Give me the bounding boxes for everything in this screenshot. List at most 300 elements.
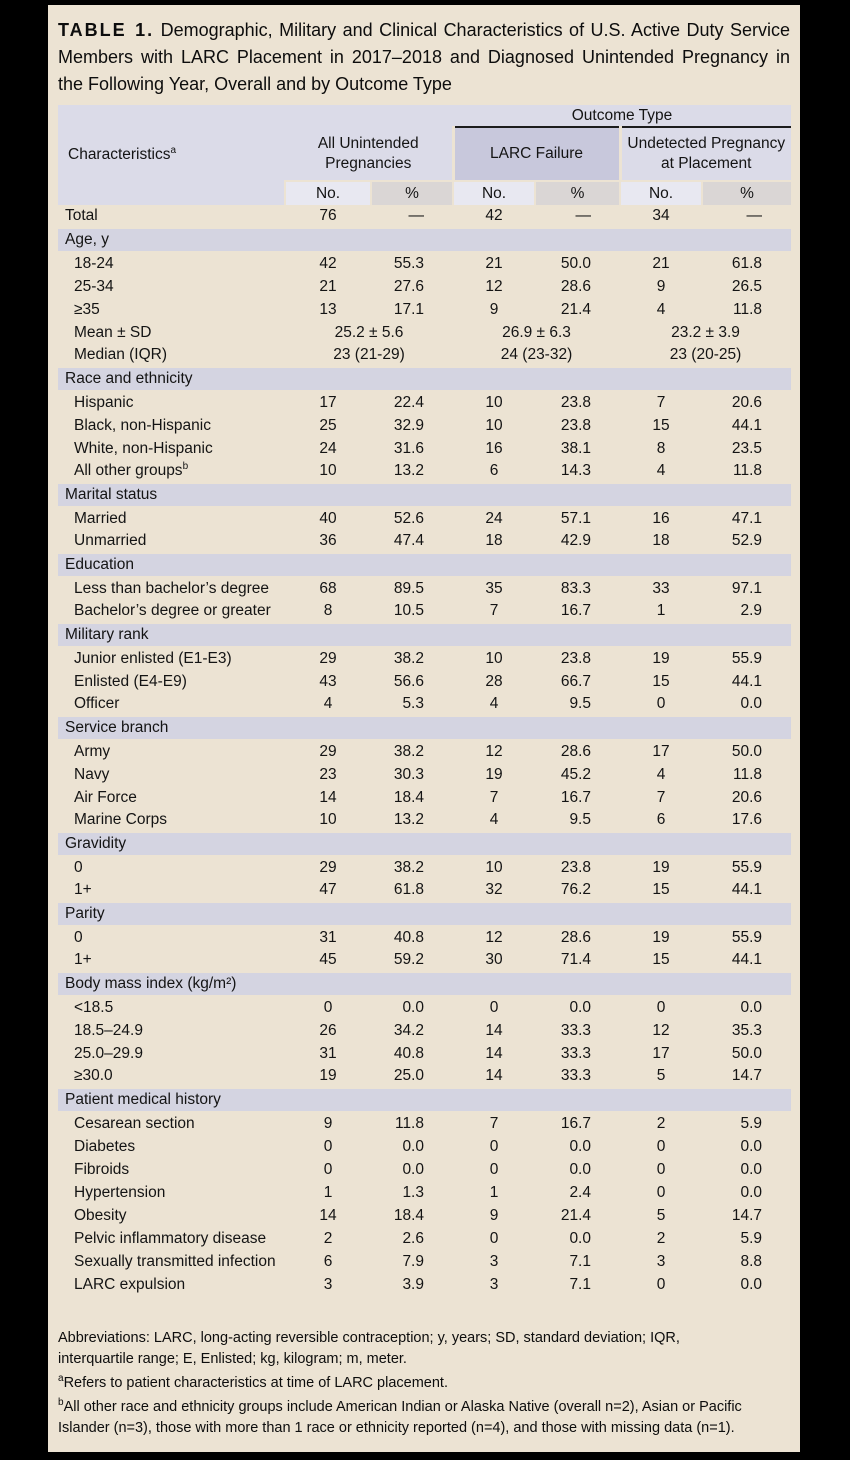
row-label-text: 25-34 xyxy=(74,277,114,295)
cell-no: 14 xyxy=(485,1021,503,1039)
cell-pct: 0.0 xyxy=(569,999,591,1016)
cell-pct: 38.2 xyxy=(393,650,424,667)
table-row xyxy=(58,1158,791,1181)
cell-pct: 47.1 xyxy=(731,510,763,527)
row-label-text: 25.0–29.9 xyxy=(74,1044,143,1062)
cell-pct: 52.9 xyxy=(731,532,763,549)
cell-pct: 45.2 xyxy=(560,765,591,783)
cell-span-value: 24 (23-32) xyxy=(500,346,573,363)
cell-pct: 89.5 xyxy=(393,580,424,597)
cell-pct: — xyxy=(575,207,591,224)
cell-no: 15 xyxy=(652,951,670,968)
cell-no: 7 xyxy=(489,602,499,619)
cell-no: 0 xyxy=(656,1275,666,1293)
table-row xyxy=(58,1273,791,1296)
row-label-text: Black, non-Hispanic xyxy=(74,416,211,434)
abbreviations-note: Abbreviations: LARC, long-acting reversible contraception; y, years; SD, standard deviation; IQR, interquartile range; E, Enlisted; kg, kilogram; m, meter. xyxy=(58,1330,680,1367)
section-header-label: Parity xyxy=(58,902,791,926)
header-row-outcome xyxy=(58,105,791,127)
cell-pct: 17.1 xyxy=(393,300,424,318)
row-label xyxy=(58,321,285,344)
cell-pct: 18.4 xyxy=(393,1206,424,1224)
cell-no: 23 xyxy=(319,765,337,783)
row-label-text: 1+ xyxy=(74,881,92,898)
cell-pct: 55.9 xyxy=(731,650,763,667)
cell-no: 16 xyxy=(485,439,503,457)
cell-no: 4 xyxy=(656,765,666,783)
table-row xyxy=(58,437,791,460)
row-label-text: Pelvic inflammatory disease xyxy=(74,1229,267,1247)
cell-pct: 38.1 xyxy=(560,439,591,457)
cell-pct: 38.2 xyxy=(393,743,424,760)
cell-pct: 20.6 xyxy=(731,394,763,411)
table-row xyxy=(58,530,791,553)
cell-no: 7 xyxy=(489,788,499,806)
cell-no: 18 xyxy=(485,532,503,549)
characteristics-label: Characteristics xyxy=(68,146,171,164)
cell-pct: 47.4 xyxy=(393,532,424,549)
row-label xyxy=(58,414,285,437)
cell-no: 13 xyxy=(319,300,337,318)
row-label xyxy=(58,1158,285,1181)
row-label-text: 0 xyxy=(74,859,83,876)
table-row xyxy=(58,321,791,344)
cell-pct: 7.1 xyxy=(569,1275,591,1293)
cell-pct: 0.0 xyxy=(740,999,763,1016)
cell-no: 45 xyxy=(319,951,337,968)
cell-no: 1 xyxy=(323,1183,333,1201)
cell-pct: 32.9 xyxy=(393,416,424,434)
cell-no: 10 xyxy=(485,394,503,411)
row-label xyxy=(58,507,285,530)
cell-pct: 11.8 xyxy=(732,462,763,479)
cell-no: 17 xyxy=(319,394,337,411)
row-label xyxy=(58,996,285,1019)
table-row xyxy=(58,740,791,763)
cell-no: 4 xyxy=(656,462,666,479)
table-row xyxy=(58,344,791,367)
cell-no: 42 xyxy=(485,207,503,224)
cell-no: 0 xyxy=(656,1137,666,1155)
footnote-a-marker: a xyxy=(58,1373,64,1384)
row-label-text: Less than bachelor’s degree xyxy=(74,580,270,597)
cell-pct: 52.6 xyxy=(393,510,424,527)
row-label-text: Bachelor’s degree or greater xyxy=(74,602,271,619)
table-row xyxy=(58,600,791,623)
cell-pct: 5.9 xyxy=(740,1115,763,1132)
cell-no: 33 xyxy=(652,580,670,597)
cell-pct: 21.4 xyxy=(560,300,591,318)
cell-no: 24 xyxy=(485,510,503,527)
cell-no: 9 xyxy=(489,300,499,318)
table-row xyxy=(58,856,791,879)
cell-no: 14 xyxy=(485,1067,503,1084)
table-row xyxy=(58,763,791,786)
cell-no: 0 xyxy=(323,1160,333,1178)
section-header-label: Marital status xyxy=(58,483,791,507)
cell-no: 0 xyxy=(323,1137,333,1155)
cell-no: 0 xyxy=(323,999,333,1016)
cell-pct: 0.0 xyxy=(740,1183,763,1201)
table-row xyxy=(58,391,791,414)
section-header-row xyxy=(58,623,791,647)
subcol-no-header: No. xyxy=(453,181,535,205)
cell-no: 7 xyxy=(656,788,666,806)
row-label xyxy=(58,693,285,716)
cell-no: 4 xyxy=(656,300,666,318)
cell-no: 15 xyxy=(652,881,670,898)
cell-no: 12 xyxy=(652,1021,670,1039)
cell-pct: 33.3 xyxy=(560,1067,591,1084)
cell-no: 29 xyxy=(319,650,337,667)
subcol-no-header: No. xyxy=(285,181,371,205)
cell-no: 1 xyxy=(489,1183,499,1201)
row-label-text: All other groups xyxy=(74,462,183,480)
cell-no: 9 xyxy=(323,1115,333,1132)
table-number-label: TABLE 1. xyxy=(58,20,155,40)
row-label xyxy=(58,1250,285,1273)
cell-span-value: 23.2 ± 3.9 xyxy=(671,323,740,341)
cell-pct: 28.6 xyxy=(560,277,591,295)
row-label xyxy=(58,949,285,972)
cell-no: 9 xyxy=(656,277,666,295)
cell-span-value: 26.9 ± 6.3 xyxy=(502,323,571,341)
cell-span-value: 23 (21-29) xyxy=(333,346,405,363)
row-label xyxy=(58,275,285,298)
cell-pct: 31.6 xyxy=(393,439,424,457)
cell-pct: 16.7 xyxy=(560,788,591,806)
characteristics-table xyxy=(58,105,791,1296)
row-label-text: Air Force xyxy=(74,788,137,806)
cell-no: 2 xyxy=(656,1115,666,1132)
table-row xyxy=(58,1135,791,1158)
cell-pct: 3.9 xyxy=(402,1275,424,1293)
cell-no: 12 xyxy=(485,743,503,760)
cell-no: 6 xyxy=(489,462,499,479)
footnote-b-text: All other race and ethnicity groups include American Indian or Alaska Native (overall n=2), Asian or Pacific Islander (n=3), those with more than 1 race or ethnicity reported (n=4), and those with missing data (n=1). xyxy=(58,1399,742,1436)
cell-no: 4 xyxy=(489,811,499,828)
cell-no: 19 xyxy=(319,1067,337,1084)
row-label-text: Army xyxy=(74,743,111,760)
cell-no: 0 xyxy=(489,1229,499,1247)
cell-no: 40 xyxy=(319,510,337,527)
row-label-text: 18-24 xyxy=(74,255,114,272)
characteristics-column-header xyxy=(58,105,285,205)
table-row xyxy=(58,809,791,832)
cell-no: 36 xyxy=(319,532,337,549)
row-label-text: Marine Corps xyxy=(74,811,168,828)
table-row xyxy=(58,1204,791,1227)
cell-pct: 2.4 xyxy=(569,1183,591,1201)
section-header-label: Military rank xyxy=(58,623,791,647)
cell-pct: 61.8 xyxy=(393,881,424,898)
row-label xyxy=(58,763,285,786)
table-row xyxy=(58,298,791,321)
cell-pct: 22.4 xyxy=(393,394,424,411)
cell-no: 0 xyxy=(489,1137,499,1155)
cell-no: 21 xyxy=(319,277,337,295)
table-row xyxy=(58,786,791,809)
row-label xyxy=(58,1227,285,1250)
row-label xyxy=(58,460,285,483)
cell-pct: 20.6 xyxy=(731,788,763,806)
footnote-a xyxy=(58,1369,758,1393)
row-label-text: Hispanic xyxy=(74,394,134,411)
cell-no: 34 xyxy=(652,207,670,224)
section-header-label: Race and ethnicity xyxy=(58,367,791,391)
cell-pct: 56.6 xyxy=(393,672,424,690)
section-header-row xyxy=(58,483,791,507)
cell-no: 31 xyxy=(319,1044,337,1062)
cell-no: 24 xyxy=(319,439,337,457)
cell-pct: 5.3 xyxy=(402,695,424,712)
row-label-text: Mean ± SD xyxy=(74,323,152,341)
cell-pct: 50.0 xyxy=(731,743,763,760)
cell-no: 1 xyxy=(656,602,666,619)
row-label-text: ≥35 xyxy=(74,300,100,318)
cell-no: 18 xyxy=(652,532,670,549)
cell-no: 0 xyxy=(656,1160,666,1178)
cell-no: 76 xyxy=(319,207,337,224)
cell-pct: 0.0 xyxy=(569,1160,591,1178)
group-header-larc-failure: LARC Failure xyxy=(453,127,620,181)
cell-pct: 13.2 xyxy=(393,811,424,828)
row-label xyxy=(58,1112,285,1135)
cell-pct: 16.7 xyxy=(560,602,591,619)
table-row xyxy=(58,414,791,437)
cell-pct: 38.2 xyxy=(393,859,424,876)
row-label xyxy=(58,1042,285,1065)
cell-pct: 44.1 xyxy=(731,951,763,968)
cell-span-value: 25.2 ± 5.6 xyxy=(334,323,404,341)
row-label xyxy=(58,1273,285,1296)
cell-no: 68 xyxy=(319,580,337,597)
cell-pct: 44.1 xyxy=(731,881,763,898)
row-label xyxy=(58,740,285,763)
cell-pct: 10.5 xyxy=(393,602,424,619)
cell-pct: 61.8 xyxy=(731,255,763,272)
cell-pct: 0.0 xyxy=(740,1137,763,1155)
table-row xyxy=(58,507,791,530)
cell-pct: 26.5 xyxy=(731,277,763,295)
cell-pct: 1.3 xyxy=(402,1183,424,1201)
cell-pct: 17.6 xyxy=(731,811,763,828)
cell-no: 17 xyxy=(652,1044,670,1062)
cell-pct: 35.3 xyxy=(731,1021,763,1039)
section-header-row xyxy=(58,716,791,740)
cell-no: 8 xyxy=(323,602,333,619)
footnote-b-marker: b xyxy=(58,1397,64,1409)
row-label xyxy=(58,577,285,600)
table-footnotes xyxy=(58,1328,758,1438)
cell-no: 10 xyxy=(319,462,337,479)
subcol-pct-header: % xyxy=(371,181,453,205)
cell-pct: 28.6 xyxy=(560,929,591,946)
cell-pct: 83.3 xyxy=(560,580,591,597)
cell-pct: 33.3 xyxy=(560,1021,591,1039)
row-label-text: Obesity xyxy=(74,1206,127,1224)
table-row xyxy=(58,1181,791,1204)
row-label xyxy=(58,1065,285,1088)
row-label xyxy=(58,391,285,414)
section-header-row xyxy=(58,972,791,996)
table-title xyxy=(58,17,790,98)
cell-pct: 14.7 xyxy=(731,1067,763,1084)
section-header-row xyxy=(58,902,791,926)
section-header-label: Education xyxy=(58,553,791,577)
cell-no: 10 xyxy=(485,416,503,434)
row-label-text: <18.5 xyxy=(74,999,114,1016)
cell-no: 0 xyxy=(489,1160,499,1178)
cell-pct: 55.3 xyxy=(393,255,424,272)
cell-no: 12 xyxy=(485,929,503,946)
row-label-text: 18.5–24.9 xyxy=(74,1021,143,1039)
row-label xyxy=(58,298,285,321)
cell-no: 19 xyxy=(652,929,670,946)
cell-pct: 14.3 xyxy=(560,462,591,479)
cell-pct: 50.0 xyxy=(731,1044,763,1062)
table-title-text: Demographic, Military and Clinical Characteristics of U.S. Active Duty Service Members with LARC Placement in 2017–2018 and Diagnosed Unintended Pregnancy in the Following Year, Overall and by Outcome Type xyxy=(58,20,790,94)
cell-pct: 0.0 xyxy=(402,1137,424,1155)
footnote-a-text: Refers to patient characteristics at time of LARC placement. xyxy=(63,1374,448,1391)
cell-no: 17 xyxy=(652,743,670,760)
cell-pct: 71.4 xyxy=(560,951,591,968)
subcol-pct-header: % xyxy=(702,181,791,205)
cell-pct: 23.8 xyxy=(560,394,591,411)
cell-pct: 76.2 xyxy=(560,881,591,898)
section-header-label: Service branch xyxy=(58,716,791,740)
cell-pct: 8.8 xyxy=(740,1252,763,1270)
group-header-all-unintended: All Unintended Pregnancies xyxy=(285,127,453,181)
table-row xyxy=(58,275,791,298)
cell-no: 19 xyxy=(652,859,670,876)
row-label-text: White, non-Hispanic xyxy=(74,439,213,457)
cell-no: 6 xyxy=(323,1252,333,1270)
cell-no: 5 xyxy=(656,1206,666,1224)
cell-pct: 55.9 xyxy=(731,929,763,946)
row-label xyxy=(58,437,285,460)
cell-pct: 7.9 xyxy=(402,1252,424,1270)
cell-pct: 5.9 xyxy=(740,1229,763,1247)
header-spacer xyxy=(285,105,453,127)
cell-no: 8 xyxy=(656,439,666,457)
row-label xyxy=(58,856,285,879)
row-label xyxy=(58,1135,285,1158)
cell-no: 3 xyxy=(323,1275,333,1293)
table-row xyxy=(58,670,791,693)
table-row xyxy=(58,1042,791,1065)
cell-no: 10 xyxy=(485,859,503,876)
row-label-text: Fibroids xyxy=(74,1160,130,1178)
row-label-text: Unmarried xyxy=(74,532,147,549)
cell-no: 26 xyxy=(319,1021,337,1039)
section-header-label: Patient medical history xyxy=(58,1088,791,1112)
cell-no: 16 xyxy=(652,510,670,527)
table-card xyxy=(48,5,800,1452)
cell-pct: 0.0 xyxy=(740,1160,763,1178)
row-label-text: Median (IQR) xyxy=(74,346,168,363)
group-header-undetected-pregnancy: Undetected Pregnancy at Placement xyxy=(620,127,791,181)
cell-pct: 59.2 xyxy=(393,951,424,968)
cell-pct: 23.8 xyxy=(560,650,591,667)
table-row-total xyxy=(58,205,791,228)
cell-pct: 2.9 xyxy=(740,602,763,619)
table-row xyxy=(58,1019,791,1042)
cell-no: 29 xyxy=(319,859,337,876)
cell-no: 0 xyxy=(656,1183,666,1201)
cell-pct: 44.1 xyxy=(731,672,763,690)
table-row xyxy=(58,577,791,600)
cell-pct: 9.5 xyxy=(569,695,591,712)
cell-no: 12 xyxy=(485,277,503,295)
cell-no: 3 xyxy=(489,1252,499,1270)
cell-no: 7 xyxy=(656,394,666,411)
row-label-text: Married xyxy=(74,510,127,527)
subcol-pct-header: % xyxy=(535,181,620,205)
cell-no: 0 xyxy=(656,695,666,712)
cell-pct: 40.8 xyxy=(393,929,424,946)
row-label xyxy=(58,344,285,367)
footnote-b-ref: b xyxy=(182,461,189,473)
section-header-row xyxy=(58,1088,791,1112)
table-row xyxy=(58,996,791,1019)
cell-pct: 23.5 xyxy=(731,439,763,457)
table-row xyxy=(58,693,791,716)
cell-no: 35 xyxy=(485,580,503,597)
row-label-text: Total xyxy=(65,207,98,224)
cell-no: 47 xyxy=(319,881,337,898)
table-row xyxy=(58,1065,791,1088)
section-header-row xyxy=(58,832,791,856)
row-label xyxy=(58,670,285,693)
table-row xyxy=(58,879,791,902)
cell-pct: 28.6 xyxy=(560,743,591,760)
row-label-text: Officer xyxy=(74,695,120,712)
cell-pct: 7.1 xyxy=(569,1252,591,1270)
cell-no: 4 xyxy=(323,695,333,712)
table-row xyxy=(58,647,791,670)
cell-pct: 14.7 xyxy=(731,1206,763,1224)
row-label-text: ≥30.0 xyxy=(74,1067,113,1084)
cell-pct: 13.2 xyxy=(393,462,424,479)
cell-pct: 9.5 xyxy=(569,811,591,828)
table-row xyxy=(58,1250,791,1273)
cell-pct: 18.4 xyxy=(393,788,424,806)
subcol-no-header: No. xyxy=(620,181,702,205)
cell-no: 4 xyxy=(489,695,499,712)
cell-no: 30 xyxy=(485,951,503,968)
row-label-text: Diabetes xyxy=(74,1137,136,1155)
cell-pct: 21.4 xyxy=(560,1206,591,1224)
row-label xyxy=(58,530,285,553)
section-header-row xyxy=(58,553,791,577)
cell-pct: 0.0 xyxy=(569,1137,591,1155)
cell-no: 10 xyxy=(485,650,503,667)
cell-no: 28 xyxy=(485,672,503,690)
cell-pct: 0.0 xyxy=(740,695,763,712)
cell-pct: 30.3 xyxy=(393,765,424,783)
table-row xyxy=(58,460,791,483)
cell-no: 2 xyxy=(323,1229,333,1247)
cell-no: 5 xyxy=(656,1067,666,1084)
table-header xyxy=(58,105,791,205)
cell-no: 21 xyxy=(485,255,503,272)
row-label xyxy=(58,1204,285,1227)
cell-pct: 0.0 xyxy=(740,1275,763,1293)
cell-no: 2 xyxy=(656,1229,666,1247)
cell-no: 14 xyxy=(485,1044,503,1062)
cell-no: 31 xyxy=(319,929,337,946)
